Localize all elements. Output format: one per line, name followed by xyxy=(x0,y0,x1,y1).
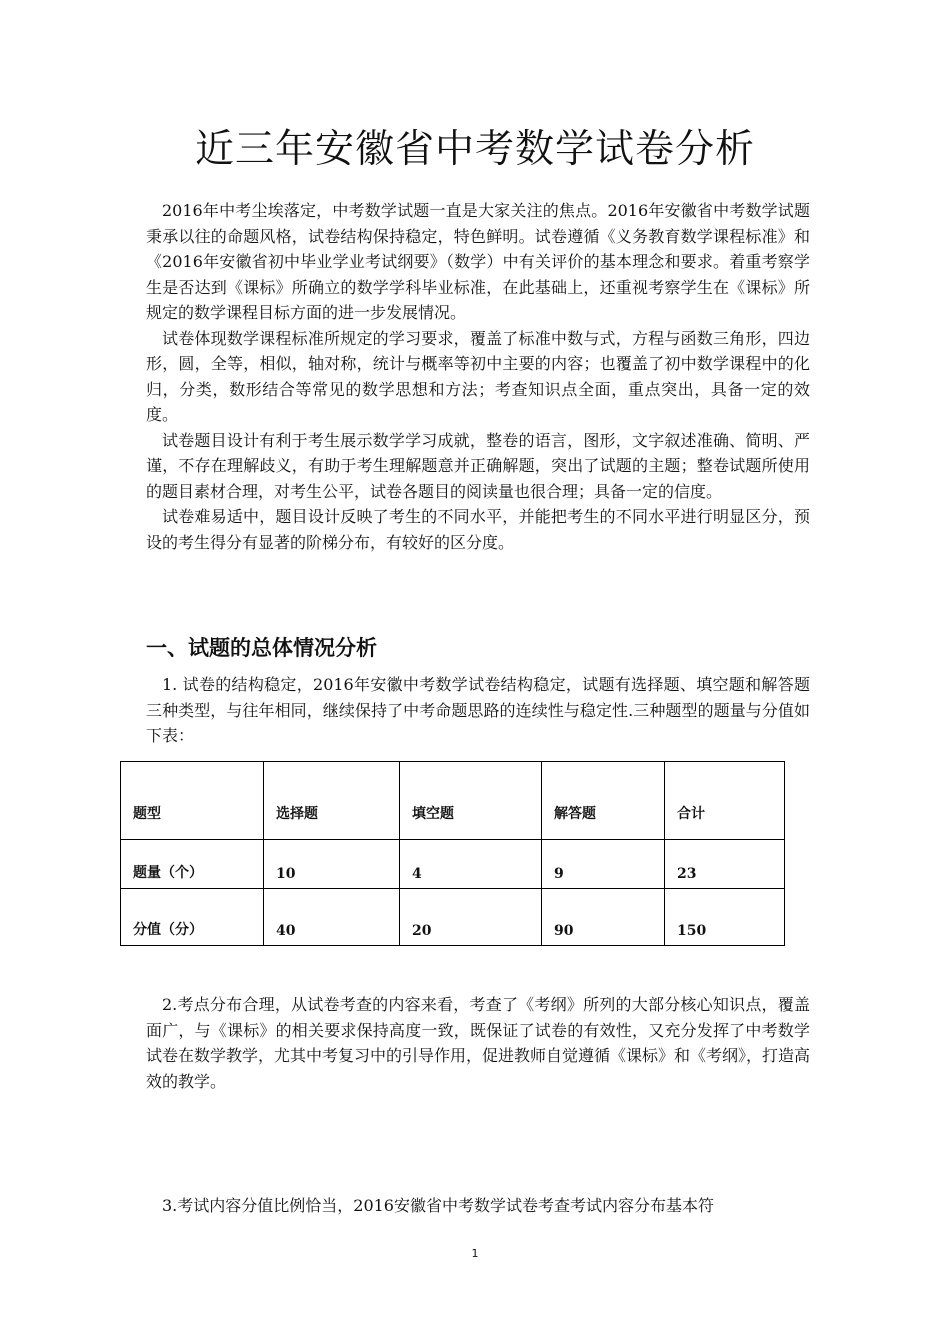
point-2 xyxy=(146,992,810,1094)
point-2-text: 2.考点分布合理，从试卷考查的内容来看，考查了《考纲》所列的大部分核心知识点，覆盖面广，与《课标》的相关要求保持高度一致，既保证了试卷的有效性，又充分发挥了中考数学试卷在数学教学，尤其中考复习中的引导作用，促进教师自觉遵循《课标》和《考纲》，打造高效的教学。 xyxy=(146,995,811,1091)
intro-paragraph: 试卷难易适中，题目设计反映了考生的不同水平，并能把考生的不同水平进行明显区分，预设的考生得分有显著的阶梯分布，有较好的区分度。 xyxy=(146,507,810,552)
point-1 xyxy=(146,672,810,749)
table-header-cell: 解答题 xyxy=(542,762,665,840)
table-header-cell: 题型 xyxy=(121,762,264,840)
question-type-table xyxy=(120,761,785,946)
table-cell: 90 xyxy=(542,889,665,946)
intro-paragraph: 试卷体现数学课程标准所规定的学习要求，覆盖了标准中数与式，方程与函数三角形，四边形，圆，全等，相似，轴对称，统计与概率等初中主要的内容；也覆盖了初中数学课程中的化归，分类，数形结合等常见的数学思想和方法；考查知识点全面，重点突出，具备一定的效度。 xyxy=(146,328,810,424)
table-cell: 23 xyxy=(665,840,785,889)
table-cell: 题量（个） xyxy=(121,840,264,889)
table-header-cell: 合计 xyxy=(665,762,785,840)
document-title: 近三年安徽省中考数学试卷分析 xyxy=(194,127,755,172)
table-cell: 40 xyxy=(264,889,400,946)
table-cell: 20 xyxy=(400,889,542,946)
intro-paragraph: 试卷题目设计有利于考生展示数学学习成就，整卷的语言，图形，文字叙述准确、简明、严谨，不存在理解歧义，有助于考生理解题意并正确解题，突出了试题的主题；整卷试题所使用的题目素材合理，对考生公平，试卷各题目的阅读量也很合理；具备一定的信度。 xyxy=(146,430,810,501)
page-number: 1 xyxy=(471,1247,479,1260)
point-3 xyxy=(146,1193,810,1219)
table-row xyxy=(121,889,785,946)
intro-section xyxy=(146,198,810,555)
table-cell: 150 xyxy=(665,889,785,946)
table-header-cell: 选择题 xyxy=(264,762,400,840)
point-1-text: 1. 试卷的结构稳定，2016年安徽中考数学试卷结构稳定，试题有选择题、填空题和解答题三种类型，与往年相同，继续保持了中考命题思路的连续性与稳定性.三种题型的题量与分值如下表： xyxy=(146,675,810,745)
point-3-text: 3.考试内容分值比例恰当，2016安徽省中考数学试卷考查考试内容分布基本符 xyxy=(162,1196,714,1215)
table-cell: 9 xyxy=(542,840,665,889)
table-cell: 10 xyxy=(264,840,400,889)
section-heading: 一、试题的总体情况分析 xyxy=(146,636,377,660)
table-row xyxy=(121,840,785,889)
table-cell: 4 xyxy=(400,840,542,889)
table-header-row xyxy=(121,762,785,840)
question-type-table-wrapper xyxy=(120,761,785,946)
table-header-cell: 填空题 xyxy=(400,762,542,840)
table-cell: 分值（分） xyxy=(121,889,264,946)
intro-paragraph: 2016年中考尘埃落定，中考数学试题一直是大家关注的焦点。2016年安徽省中考数学试题秉承以往的命题风格，试卷结构保持稳定，特色鲜明。试卷遵循《义务教育数学课程标准》和《2016年安徽省初中毕业学业考试纲要》（数学）中有关评价的基本理念和要求。着重考察学生是否达到《课标》所确立的数学学科毕业标准，在此基础上，还重视考察学生在《课标》所规定的数学课程目标方面的进一步发展情况。 xyxy=(146,201,810,322)
